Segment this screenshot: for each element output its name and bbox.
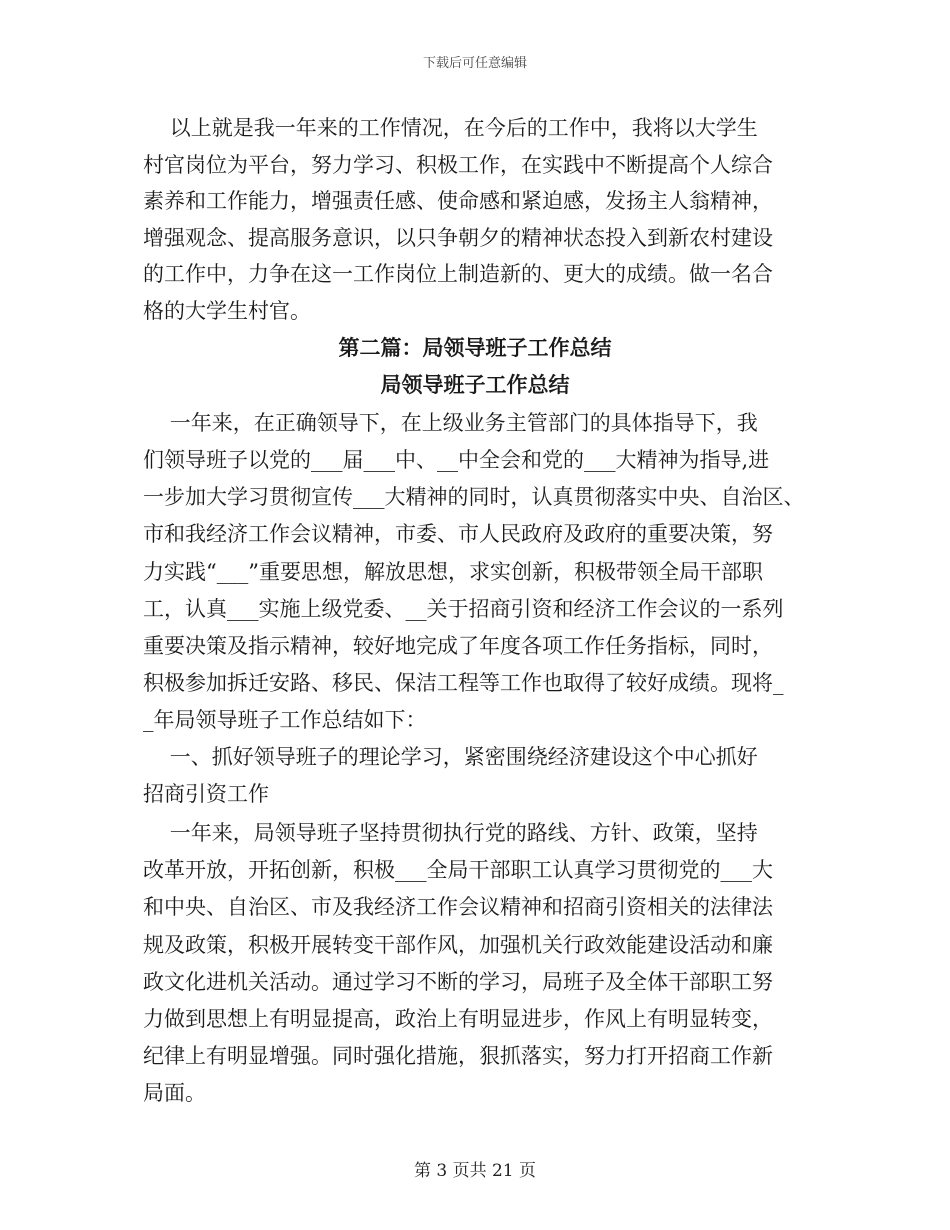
paragraph-line: 积极参加拆迁安路、移民、保洁工程等工作也取得了较好成绩。现将_ [143, 671, 784, 695]
paragraph-line: 招商引资工作 [143, 782, 269, 806]
paragraph-line: 的工作中，力争在这一工作岗位上制造新的、更大的成绩。做一名合 [143, 262, 773, 286]
paragraph-line: 力做到思想上有明显提高，政治上有明显进步，作风上有明显转变， [143, 1007, 773, 1031]
paragraph-line: 纪律上有明显增强。同时强化措施，狠抓落实，努力打开招商工作新 [143, 1044, 773, 1068]
paragraph-line: 格的大学生村官。 [143, 299, 311, 323]
section-heading: 第二篇：局领导班子工作总结 [338, 336, 612, 360]
paragraph-line: 一步加大学习贯彻宣传___大精神的同时，认真贯彻落实中央、自治区、 [143, 485, 805, 509]
paragraph-line: _年局领导班子工作总结如下： [143, 708, 427, 732]
page-header: 下载后可任意编辑 [422, 56, 527, 71]
paragraph-line: 增强观念、提高服务意识，以只争朝夕的精神状态投入到新农村建设 [143, 226, 773, 250]
page-footer: 第 3 页共 21 页 [413, 1161, 537, 1181]
paragraph-line: 工，认真___实施上级党委、__关于招商引资和经济工作会议的一系列 [143, 597, 784, 621]
paragraph-line: 以上就是我一年来的工作情况，在今后的工作中，我将以大学生 [143, 116, 758, 140]
document-title: 局领导班子工作总结 [380, 373, 570, 397]
paragraph-line: 局面。 [143, 1081, 206, 1105]
paragraph-line: 村官岗位为平台，努力学习、积极工作，在实践中不断提高个人综合 [143, 153, 773, 177]
paragraph-line: 力实践“___”重要思想，解放思想，求实创新，积极带领全局干部职 [143, 560, 763, 584]
paragraph-line: 规及政策，积极开展转变干部作风，加强机关行政效能建设活动和廉 [143, 933, 773, 957]
paragraph-line: 一年来，局领导班子坚持贯彻执行党的路线、方针、政策，坚持 [143, 821, 758, 845]
paragraph-line: 一年来，在正确领导下，在上级业务主管部门的具体指导下，我 [143, 411, 758, 435]
paragraph-line: 们领导班子以党的___届___中、__中全会和党的___大精神为指导,进 [143, 448, 770, 472]
paragraph-line: 政文化进机关活动。通过学习不断的学习，局班子及全体干部职工努 [143, 970, 773, 994]
paragraph-line: 市和我经济工作会议精神，市委、市人民政府及政府的重要决策，努 [143, 522, 773, 546]
paragraph-line: 素养和工作能力，增强责任感、使命感和紧迫感，发扬主人翁精神， [143, 189, 773, 213]
paragraph-line: 一、抓好领导班子的理论学习，紧密围绕经济建设这个中心抓好 [143, 745, 758, 769]
paragraph-line: 改革开放，开拓创新，积极___全局干部职工认真学习贯彻党的___大 [143, 858, 773, 882]
paragraph-line: 重要决策及指示精神，较好地完成了年度各项工作任务指标，同时， [143, 634, 773, 658]
paragraph-line: 和中央、自治区、市及我经济工作会议精神和招商引资相关的法律法 [143, 895, 773, 919]
